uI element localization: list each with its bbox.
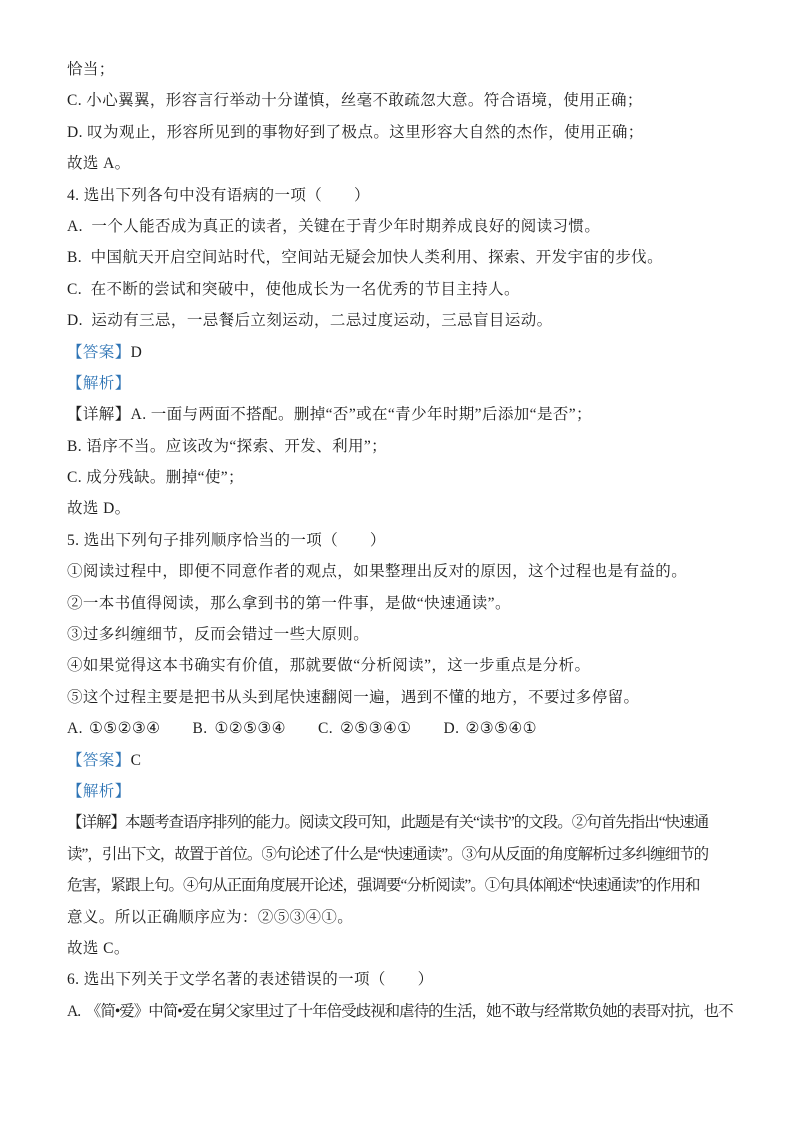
document-content: [67, 54, 731, 1027]
q5-options: [67, 713, 731, 744]
q4-option-a-text: A. 一个人能否成为真正的读者，关键在于青少年时期养成良好的阅读习惯。: [67, 217, 601, 235]
q4-answer-label: 【答案】: [67, 343, 131, 361]
q4-conclusion: [67, 493, 731, 524]
q4-detail-b: [67, 431, 731, 462]
q5-answer-text: C: [130, 751, 142, 769]
q5-detail-line-3-text: 危害，紧跟上句。④句从正面角度展开论述，强调要“分析阅读”。①句具体阐述“快速通读”的作用和: [67, 877, 700, 895]
q3-conclusion-text: 故选 A。: [67, 155, 131, 173]
q4-stem-text: 4. 选出下列各句中没有语病的一项（ ）: [67, 186, 370, 204]
q5-stem-text: 5. 选出下列句子排列顺序恰当的一项（ ）: [67, 531, 386, 549]
q4-option-b: [67, 242, 731, 273]
q4-detail-c-text: C. 成分残缺。删掉“使”；: [67, 469, 244, 487]
q4-option-c-text: C. 在不断的尝试和突破中，使他成长为一名优秀的节目主持人。: [67, 280, 520, 298]
q5-sentence-4: [67, 650, 731, 681]
q5-detail-line-3: [67, 870, 731, 901]
q5-detail-line-2: [67, 839, 731, 870]
q3-explain-c: [67, 85, 731, 116]
q5-detail-line-1: [67, 807, 731, 838]
q6-stem-text: 6. 选出下列关于文学名著的表述错误的一项（ ）: [67, 971, 434, 989]
q5-detail-line-2-text: 读”，引出下文，故置于首位。⑤句论述了什么是“快速通读”。③句从反面的角度解析过多纠缠细节的: [67, 845, 709, 863]
q4-answer: [67, 337, 731, 368]
q4-option-b-text: B. 中国航天开启空间站时代，空间站无疑会加快人类利用、探索、开发宇宙的步伐。: [67, 249, 663, 267]
q4-detail-c: [67, 462, 731, 493]
q5-option-a: [67, 713, 193, 744]
q5-option-d-label: D.: [443, 720, 460, 738]
q4-option-d-text: D. 运动有三忌，一忌餐后立刻运动，二忌过度运动，三忌盲目运动。: [67, 312, 553, 330]
q4-analysis-header-label: 【解析】: [67, 374, 131, 392]
q5-conclusion: [67, 933, 731, 964]
q4-detail-b-text: B. 语序不当。应该改为“探索、开发、利用”；: [67, 437, 388, 455]
q3-explain-d: [67, 117, 731, 148]
q5-option-c-value: ②⑤③④①: [340, 720, 412, 738]
q6-stem: [67, 964, 731, 995]
q5-option-a-label: A.: [67, 720, 83, 738]
q4-conclusion-text: 故选 D。: [67, 500, 131, 518]
q5-sentence-1-text: ①阅读过程中，即便不同意作者的观点，如果整理出反对的原因，这个过程也是有益的。: [67, 563, 688, 581]
q5-sentence-4-text: ④如果觉得这本书确实有价值，那就要做“分析阅读”，这一步重点是分析。: [67, 657, 591, 675]
q4-option-c: [67, 274, 731, 305]
q5-option-b-value: ①②⑤③④: [214, 720, 286, 738]
q5-sentence-3-text: ③过多纠缠细节，反而会错过一些大原则。: [67, 626, 370, 644]
q5-analysis-header-label: 【解析】: [67, 782, 131, 800]
q5-sentence-1: [67, 556, 731, 587]
q5-option-a-value: ①⑤②③④: [89, 720, 161, 738]
q4-stem: [67, 180, 731, 211]
q3-explain-d-text: D. 叹为观止，形容所见到的事物好到了极点。这里形容大自然的杰作，使用正确；: [67, 123, 644, 141]
q5-sentence-2-text: ②一本书值得阅读，那么拿到书的第一件事，是做“快速通读”。: [67, 594, 511, 612]
q5-conclusion-text: 故选 C。: [67, 939, 130, 957]
q5-sentence-5: [67, 682, 731, 713]
q5-analysis-header: [67, 776, 731, 807]
q3-explain-tail: [67, 54, 731, 85]
q5-answer-label: 【答案】: [67, 751, 131, 769]
q3-conclusion: [67, 148, 731, 179]
q5-sentence-2: [67, 588, 731, 619]
q3-explain-tail-text: 恰当；: [67, 61, 115, 78]
q5-option-b-label: B.: [192, 720, 208, 738]
q5-option-b: [193, 713, 319, 744]
q5-sentence-3: [67, 619, 731, 650]
q4-analysis-header: [67, 368, 731, 399]
q4-option-a: [67, 211, 731, 242]
q5-detail-line-4: [67, 902, 731, 933]
q4-detail-a: [67, 399, 731, 430]
q5-answer: [67, 745, 731, 776]
q4-option-d: [67, 305, 731, 336]
q5-stem: [67, 525, 731, 556]
q5-sentence-5-text: ⑤这个过程主要是把书从头到尾快速翻阅一遍，遇到不懂的地方，不要过多停留。: [67, 688, 640, 706]
q5-detail-line-4-text: 意义。所以正确顺序应为：②⑤③④①。: [67, 908, 354, 926]
q5-option-d-value: ②③⑤④①: [465, 720, 537, 738]
q5-option-c: [318, 713, 444, 744]
q6-option-a: [67, 996, 731, 1027]
q5-option-d: [444, 713, 537, 744]
q4-answer-text: D: [130, 343, 143, 361]
q4-detail-a-text: 【详解】A. 一面与两面不搭配。删掉“否”或在“青少年时期”后添加“是否”；: [67, 406, 592, 424]
q5-option-c-label: C.: [318, 720, 334, 738]
q6-option-a-text: A. 《简•爱》中简•爱在舅父家里过了十年倍受歧视和虐待的生活，她不敢与经常欺负她的表哥对抗，也不: [67, 1002, 733, 1020]
q3-explain-c-text: C. 小心翼翼，形容言行举动十分谨慎，丝毫不敢疏忽大意。符合语境，使用正确；: [67, 92, 643, 110]
q5-detail-line-1-text: 【详解】本题考查语序排列的能力。阅读文段可知，此题是有关“读书”的文段。②句首先指出“快速通: [67, 814, 709, 832]
